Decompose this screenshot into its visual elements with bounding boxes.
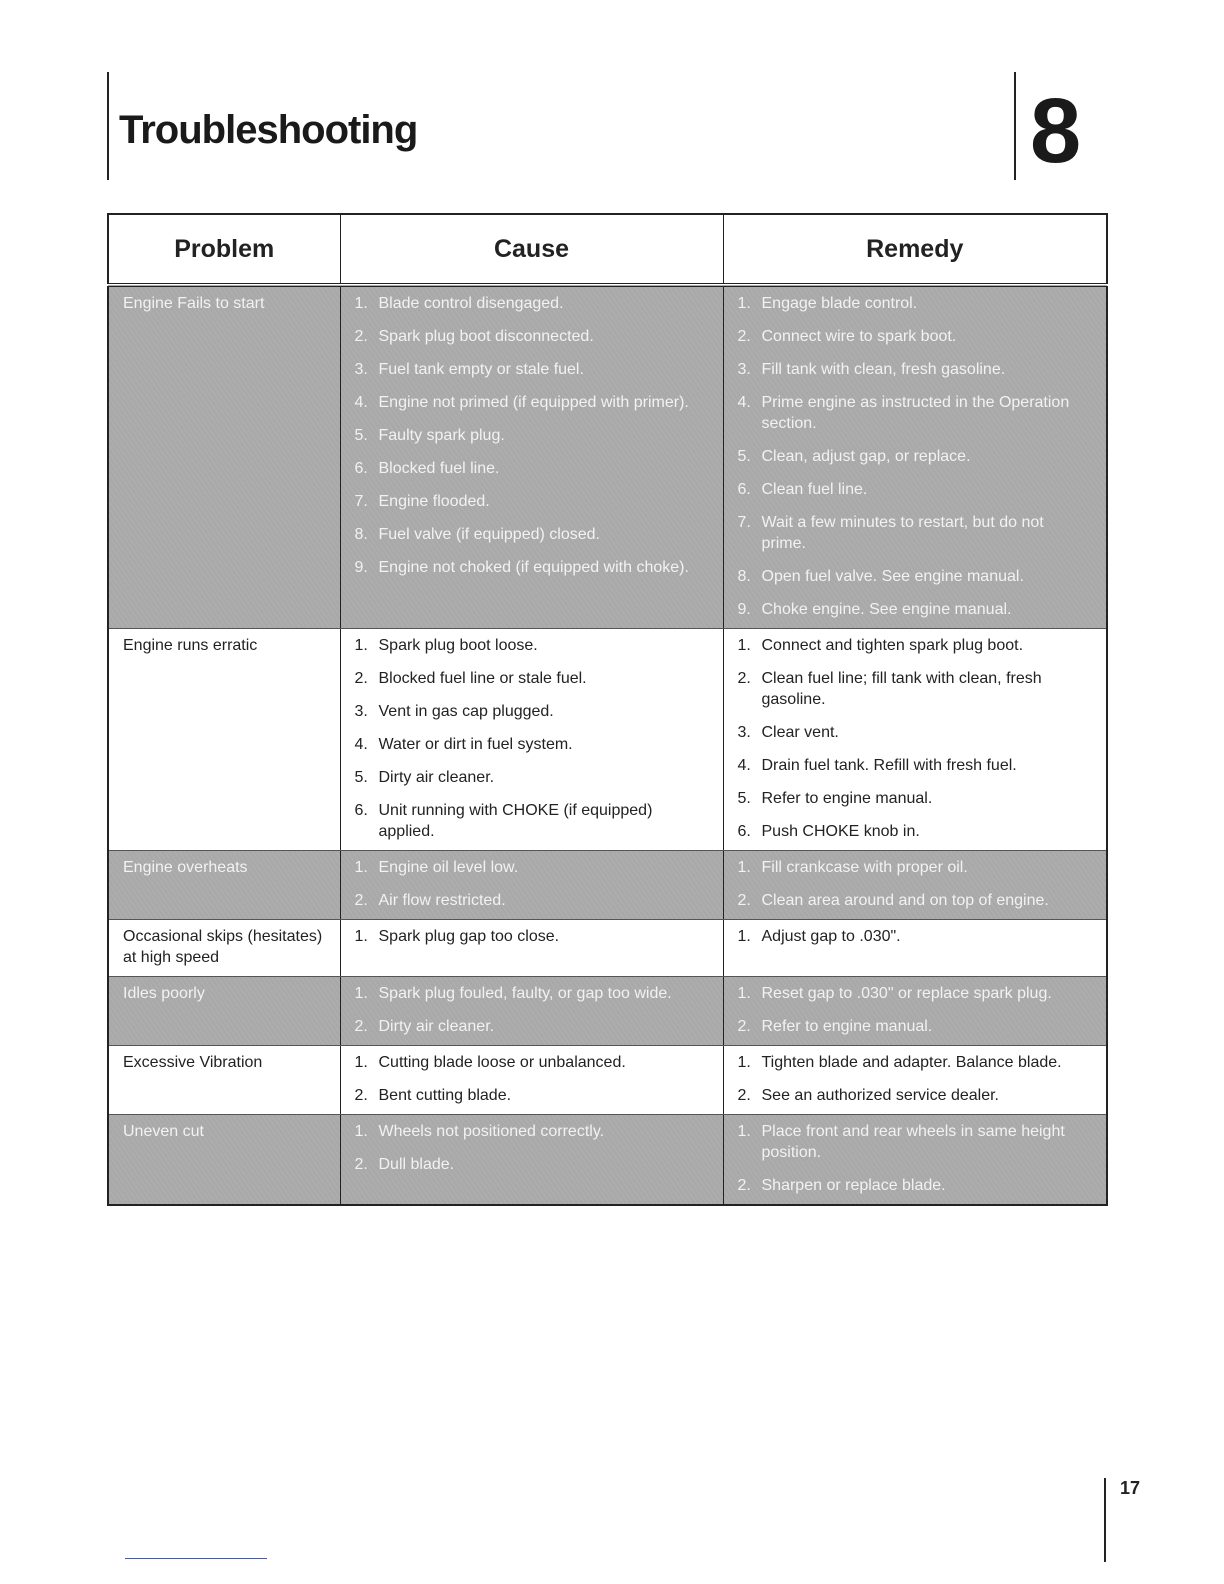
remedy-list (738, 1052, 1093, 1106)
table-row (108, 977, 1107, 1046)
item-number: 1. (737, 637, 751, 654)
item-text: Unit running with CHOKE (if equipped) applied. (378, 802, 653, 840)
item-number: 2. (354, 1087, 368, 1104)
page-number-rule (1104, 1478, 1106, 1562)
item-text: Clean fuel line. (761, 481, 868, 498)
item-text: Wheels not positioned correctly. (378, 1123, 605, 1140)
item-number: 3. (737, 361, 751, 378)
remedy-item (738, 293, 1093, 314)
item-number: 5. (737, 790, 751, 807)
remedy-cell (723, 629, 1107, 851)
cause-item (355, 983, 709, 1004)
item-number: 8. (737, 568, 751, 585)
cause-item (355, 668, 709, 689)
chapter-number: 8 (1030, 80, 1082, 182)
table-row (108, 285, 1107, 629)
item-text: Spark plug boot disconnected. (378, 328, 594, 345)
cause-list (355, 857, 709, 911)
cause-item (355, 359, 709, 380)
item-number: 6. (737, 481, 751, 498)
cause-cell (340, 977, 723, 1046)
item-number: 2. (737, 1177, 751, 1194)
footer-line (125, 1558, 267, 1559)
remedy-list (738, 1121, 1093, 1196)
remedy-item (738, 635, 1093, 656)
item-number: 2. (354, 1156, 368, 1173)
cause-cell (340, 851, 723, 920)
remedy-item (738, 983, 1093, 1004)
item-number: 1. (354, 1054, 368, 1071)
item-number: 1. (737, 1054, 751, 1071)
item-text: Vent in gas cap plugged. (378, 703, 554, 720)
item-number: 5. (737, 448, 751, 465)
remedy-item (738, 326, 1093, 347)
remedy-item (738, 392, 1093, 434)
cause-item (355, 701, 709, 722)
item-text: Blocked fuel line. (378, 460, 500, 477)
problem-cell: Engine Fails to start (108, 285, 340, 629)
item-text: See an authorized service dealer. (761, 1087, 999, 1104)
remedy-item (738, 668, 1093, 710)
item-text: Air flow restricted. (378, 892, 506, 909)
item-text: Connect and tighten spark plug boot. (761, 637, 1024, 654)
cause-item (355, 425, 709, 446)
cause-item (355, 392, 709, 413)
cause-item (355, 1052, 709, 1073)
table-row (108, 851, 1107, 920)
table-row (108, 1115, 1107, 1206)
remedy-cell (723, 851, 1107, 920)
item-number: 7. (354, 493, 368, 510)
item-number: 5. (354, 769, 368, 786)
item-number: 1. (737, 295, 751, 312)
problem-cell: Excessive Vibration (108, 1046, 340, 1115)
remedy-item (738, 359, 1093, 380)
item-number: 4. (354, 394, 368, 411)
cause-item (355, 1121, 709, 1142)
cause-list (355, 926, 709, 947)
item-number: 1. (737, 859, 751, 876)
item-text: Fuel valve (if equipped) closed. (378, 526, 600, 543)
cause-item (355, 800, 709, 842)
item-number: 2. (737, 1018, 751, 1035)
item-number: 2. (354, 1018, 368, 1035)
item-text: Spark plug boot loose. (378, 637, 538, 654)
cause-cell (340, 285, 723, 629)
remedy-list (738, 983, 1093, 1037)
cause-item (355, 857, 709, 878)
remedy-item (738, 512, 1093, 554)
cause-cell (340, 920, 723, 977)
page-number: 17 (1120, 1478, 1141, 1498)
cause-item (355, 1154, 709, 1175)
item-number: 1. (737, 985, 751, 1002)
remedy-cell (723, 920, 1107, 977)
cause-item (355, 635, 709, 656)
cause-item (355, 557, 709, 578)
item-text: Tighten blade and adapter. Balance blade. (761, 1054, 1062, 1071)
item-text: Dirty air cleaner. (378, 1018, 495, 1035)
item-number: 9. (354, 559, 368, 576)
item-number: 1. (354, 1123, 368, 1140)
item-number: 2. (737, 1087, 751, 1104)
item-text: Wait a few minutes to restart, but do not prime. (761, 514, 1044, 552)
item-text: Faulty spark plug. (378, 427, 505, 444)
item-number: 4. (354, 736, 368, 753)
header-problem: Problem (108, 214, 340, 285)
cause-cell (340, 1046, 723, 1115)
remedy-cell (723, 977, 1107, 1046)
item-number: 1. (737, 928, 751, 945)
problem-cell: Uneven cut (108, 1115, 340, 1206)
remedy-item (738, 755, 1093, 776)
item-text: Clean fuel line; fill tank with clean, fresh gasoline. (761, 670, 1042, 708)
item-text: Clear vent. (761, 724, 839, 741)
remedy-cell (723, 285, 1107, 629)
chapter-rule (1014, 72, 1016, 180)
table-body (108, 285, 1107, 1205)
cause-item (355, 524, 709, 545)
item-text: Spark plug fouled, faulty, or gap too wide. (378, 985, 672, 1002)
problem-cell: Idles poorly (108, 977, 340, 1046)
remedy-item (738, 1175, 1093, 1196)
remedy-item (738, 566, 1093, 587)
item-text: Spark plug gap too close. (378, 928, 560, 945)
remedy-item (738, 1016, 1093, 1037)
item-text: Cutting blade loose or unbalanced. (378, 1054, 626, 1071)
item-number: 4. (737, 394, 751, 411)
cause-item (355, 326, 709, 347)
item-number: 2. (354, 328, 368, 345)
item-text: Fill tank with clean, fresh gasoline. (761, 361, 1006, 378)
problem-cell: Occasional skips (hesitates) at high speed (108, 920, 340, 977)
item-text: Drain fuel tank. Refill with fresh fuel. (761, 757, 1017, 774)
item-text: Bent cutting blade. (378, 1087, 512, 1104)
item-text: Refer to engine manual. (761, 790, 933, 807)
cause-item (355, 1085, 709, 1106)
remedy-list (738, 857, 1093, 911)
item-text: Clean area around and on top of engine. (761, 892, 1049, 909)
item-number: 1. (737, 1123, 751, 1140)
item-text: Engage blade control. (761, 295, 918, 312)
cause-list (355, 635, 709, 842)
remedy-item (738, 857, 1093, 878)
table-row (108, 1046, 1107, 1115)
item-text: Sharpen or replace blade. (761, 1177, 946, 1194)
item-number: 1. (354, 295, 368, 312)
cause-item (355, 734, 709, 755)
item-text: Open fuel valve. See engine manual. (761, 568, 1024, 585)
item-number: 6. (354, 460, 368, 477)
remedy-item (738, 722, 1093, 743)
remedy-item (738, 599, 1093, 620)
item-number: 7. (737, 514, 751, 531)
remedy-item (738, 1052, 1093, 1073)
remedy-item (738, 479, 1093, 500)
item-number: 3. (737, 724, 751, 741)
table-header-row (108, 214, 1107, 285)
remedy-list (738, 635, 1093, 842)
item-number: 2. (737, 670, 751, 687)
troubleshooting-table (107, 213, 1108, 1206)
item-text: Refer to engine manual. (761, 1018, 933, 1035)
item-text: Choke engine. See engine manual. (761, 601, 1012, 618)
item-number: 1. (354, 859, 368, 876)
item-text: Engine not primed (if equipped with primer). (378, 394, 689, 411)
item-text: Push CHOKE knob in. (761, 823, 920, 840)
item-number: 1. (354, 985, 368, 1002)
cause-cell (340, 1115, 723, 1206)
item-number: 6. (737, 823, 751, 840)
item-text: Fuel tank empty or stale fuel. (378, 361, 584, 378)
cause-item (355, 767, 709, 788)
title-rule (107, 72, 109, 180)
item-text: Dull blade. (378, 1156, 455, 1173)
item-number: 4. (737, 757, 751, 774)
item-text: Blade control disengaged. (378, 295, 564, 312)
item-text: Engine flooded. (378, 493, 490, 510)
remedy-item (738, 1085, 1093, 1106)
remedy-item (738, 788, 1093, 809)
item-number: 3. (354, 361, 368, 378)
item-text: Reset gap to .030" or replace spark plug. (761, 985, 1052, 1002)
cause-list (355, 1121, 709, 1175)
cause-item (355, 491, 709, 512)
item-number: 1. (354, 637, 368, 654)
item-number: 2. (737, 328, 751, 345)
cause-cell (340, 629, 723, 851)
remedy-cell (723, 1115, 1107, 1206)
cause-list (355, 293, 709, 578)
remedy-cell (723, 1046, 1107, 1115)
item-number: 3. (354, 703, 368, 720)
remedy-item (738, 1121, 1093, 1163)
item-text: Connect wire to spark boot. (761, 328, 957, 345)
cause-item (355, 1016, 709, 1037)
item-text: Blocked fuel line or stale fuel. (378, 670, 587, 687)
cause-item (355, 293, 709, 314)
item-text: Engine oil level low. (378, 859, 519, 876)
cause-list (355, 1052, 709, 1106)
item-text: Clean, adjust gap, or replace. (761, 448, 971, 465)
item-text: Water or dirt in fuel system. (378, 736, 573, 753)
remedy-item (738, 821, 1093, 842)
item-number: 6. (354, 802, 368, 819)
item-text: Place front and rear wheels in same height position. (761, 1123, 1065, 1161)
item-text: Adjust gap to .030". (761, 928, 901, 945)
item-text: Dirty air cleaner. (378, 769, 495, 786)
item-text: Engine not choked (if equipped with choke). (378, 559, 689, 576)
cause-item (355, 890, 709, 911)
problem-cell: Engine runs erratic (108, 629, 340, 851)
table-row (108, 629, 1107, 851)
item-text: Prime engine as instructed in the Operation section. (761, 394, 1070, 432)
item-number: 2. (354, 892, 368, 909)
cause-item (355, 926, 709, 947)
item-number: 2. (354, 670, 368, 687)
item-number: 5. (354, 427, 368, 444)
remedy-item (738, 890, 1093, 911)
problem-cell: Engine overheats (108, 851, 340, 920)
table-row (108, 920, 1107, 977)
header-cause: Cause (340, 214, 723, 285)
page-title: Troubleshooting (119, 108, 418, 152)
remedy-item (738, 446, 1093, 467)
remedy-item (738, 926, 1093, 947)
remedy-list (738, 293, 1093, 620)
item-number: 2. (737, 892, 751, 909)
item-number: 1. (354, 928, 368, 945)
item-text: Fill crankcase with proper oil. (761, 859, 968, 876)
cause-item (355, 458, 709, 479)
header-remedy: Remedy (723, 214, 1107, 285)
item-number: 8. (354, 526, 368, 543)
cause-list (355, 983, 709, 1037)
remedy-list (738, 926, 1093, 947)
item-number: 9. (737, 601, 751, 618)
